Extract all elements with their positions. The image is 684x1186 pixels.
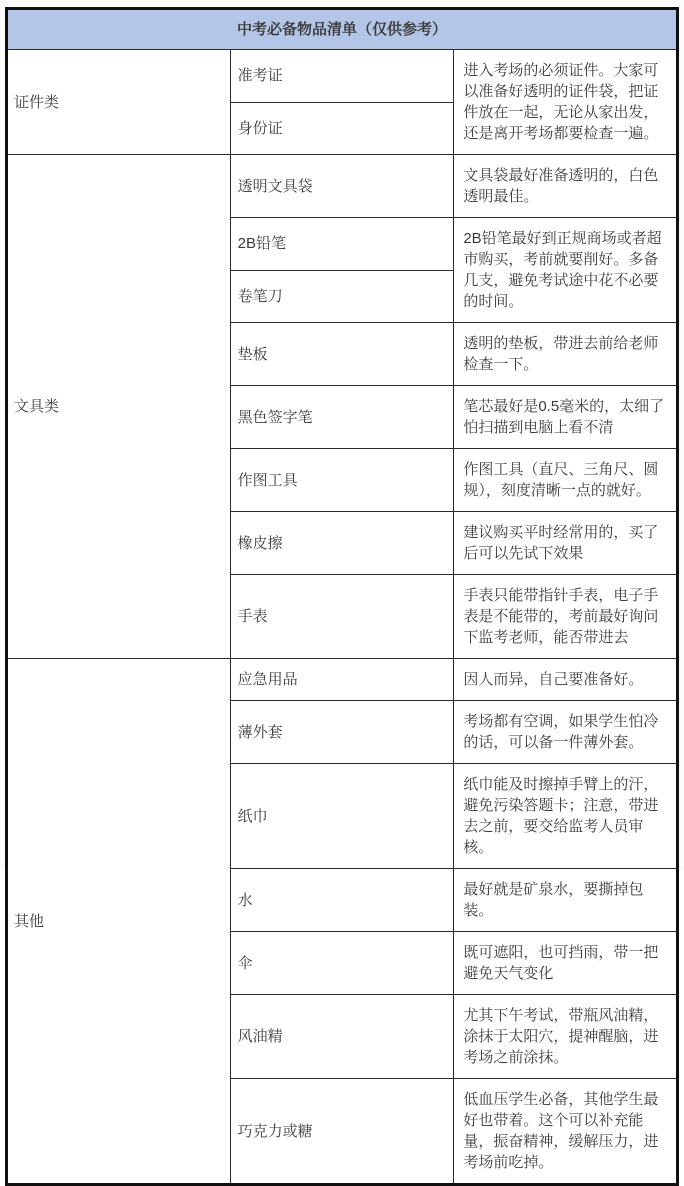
item-cell: 薄外套 xyxy=(230,701,454,764)
item-cell: 准考证 xyxy=(230,50,454,103)
desc-cell: 进入考场的必须证件。大家可以准备好透明的证件袋，把证件放在一起，无论从家出发，还是离开考场都要检查一遍。 xyxy=(454,50,678,155)
item-cell: 黑色签字笔 xyxy=(230,386,454,449)
title-row xyxy=(7,9,678,50)
item-cell: 透明文具袋 xyxy=(230,155,454,218)
table-body xyxy=(7,50,678,1185)
category-cell: 证件类 xyxy=(7,50,231,155)
desc-cell: 透明的垫板，带进去前给老师检查一下。 xyxy=(454,323,678,386)
desc-cell: 手表只能带指针手表，电子手表是不能带的，考前最好询问下监考老师，能否带进去 xyxy=(454,575,678,659)
desc-cell: 低血压学生必备，其他学生最好也带着。这个可以补充能量，振奋精神，缓解压力，进考场前吃掉。 xyxy=(454,1079,678,1185)
item-cell: 风油精 xyxy=(230,995,454,1079)
category-cell: 其他 xyxy=(7,659,231,1185)
table-row xyxy=(7,659,678,701)
desc-cell: 最好就是矿泉水，要撕掉包装。 xyxy=(454,869,678,932)
desc-cell: 考场都有空调，如果学生怕冷的话，可以备一件薄外套。 xyxy=(454,701,678,764)
desc-cell: 尤其下午考试，带瓶风油精，涂抹于太阳穴，提神醒脑，进考场之前涂抹。 xyxy=(454,995,678,1079)
item-cell: 身份证 xyxy=(230,102,454,155)
desc-cell: 2B铅笔最好到正规商场或者超市购买，考前就要削好。多备几支，避免考试途中花不必要的时间。 xyxy=(454,218,678,323)
item-cell: 卷笔刀 xyxy=(230,270,454,323)
desc-cell: 文具袋最好准备透明的，白色透明最佳。 xyxy=(454,155,678,218)
table-row xyxy=(7,155,678,218)
desc-cell: 因人而异，自己要准备好。 xyxy=(454,659,678,701)
item-cell: 橡皮擦 xyxy=(230,512,454,575)
desc-cell: 建议购买平时经常用的，买了后可以先试下效果 xyxy=(454,512,678,575)
item-cell: 水 xyxy=(230,869,454,932)
item-cell: 纸巾 xyxy=(230,764,454,869)
table-header xyxy=(7,9,678,50)
item-cell: 应急用品 xyxy=(230,659,454,701)
desc-cell: 既可遮阳，也可挡雨，带一把避免天气变化 xyxy=(454,932,678,995)
exam-items-table xyxy=(5,7,679,1186)
item-cell: 作图工具 xyxy=(230,449,454,512)
item-cell: 伞 xyxy=(230,932,454,995)
desc-cell: 作图工具（直尺、三角尺、圆规），刻度清晰一点的就好。 xyxy=(454,449,678,512)
table-row xyxy=(7,50,678,103)
desc-cell: 纸巾能及时擦掉手臂上的汗，避免污染答题卡；注意，带进去之前，要交给监考人员审核。 xyxy=(454,764,678,869)
item-cell: 巧克力或糖 xyxy=(230,1079,454,1185)
item-cell: 2B铅笔 xyxy=(230,218,454,271)
item-cell: 垫板 xyxy=(230,323,454,386)
desc-cell: 笔芯最好是0.5毫米的，太细了怕扫描到电脑上看不清 xyxy=(454,386,678,449)
table-title: 中考必备物品清单（仅供参考） xyxy=(7,9,678,50)
category-cell: 文具类 xyxy=(7,155,231,659)
item-cell: 手表 xyxy=(230,575,454,659)
